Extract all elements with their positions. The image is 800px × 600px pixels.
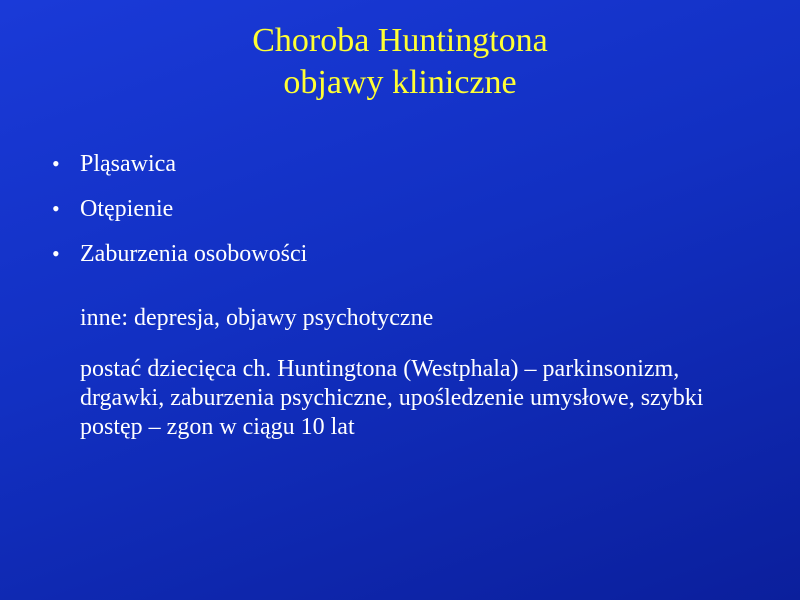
juvenile-form-paragraph: postać dziecięca ch. Huntingtona (Westphala) – parkinsonizm, drgawki, zaburzenia psychiczne, upośledzenie umysłowe, szybki postęp – zgon w ciągu 10 lat <box>80 356 704 440</box>
bullet-item <box>50 150 750 195</box>
slide-title <box>0 20 800 104</box>
bullet-item <box>50 195 750 240</box>
other-symptoms-paragraph: inne: depresja, objawy psychotyczne <box>80 305 434 331</box>
slide-title-line-1: Choroba Huntingtona <box>252 22 548 59</box>
bullet-dot-icon: • <box>52 196 60 221</box>
bullet-item <box>50 240 750 285</box>
bullet-dot-icon: • <box>52 241 60 266</box>
bullet-text: Pląsawica <box>80 151 176 177</box>
slide-title-line-2: objawy kliniczne <box>283 64 517 101</box>
bullet-text: Zaburzenia osobowości <box>80 241 308 267</box>
bullet-text: Otępienie <box>80 196 174 222</box>
bullet-list <box>50 150 750 285</box>
bullet-dot-icon: • <box>52 151 60 176</box>
